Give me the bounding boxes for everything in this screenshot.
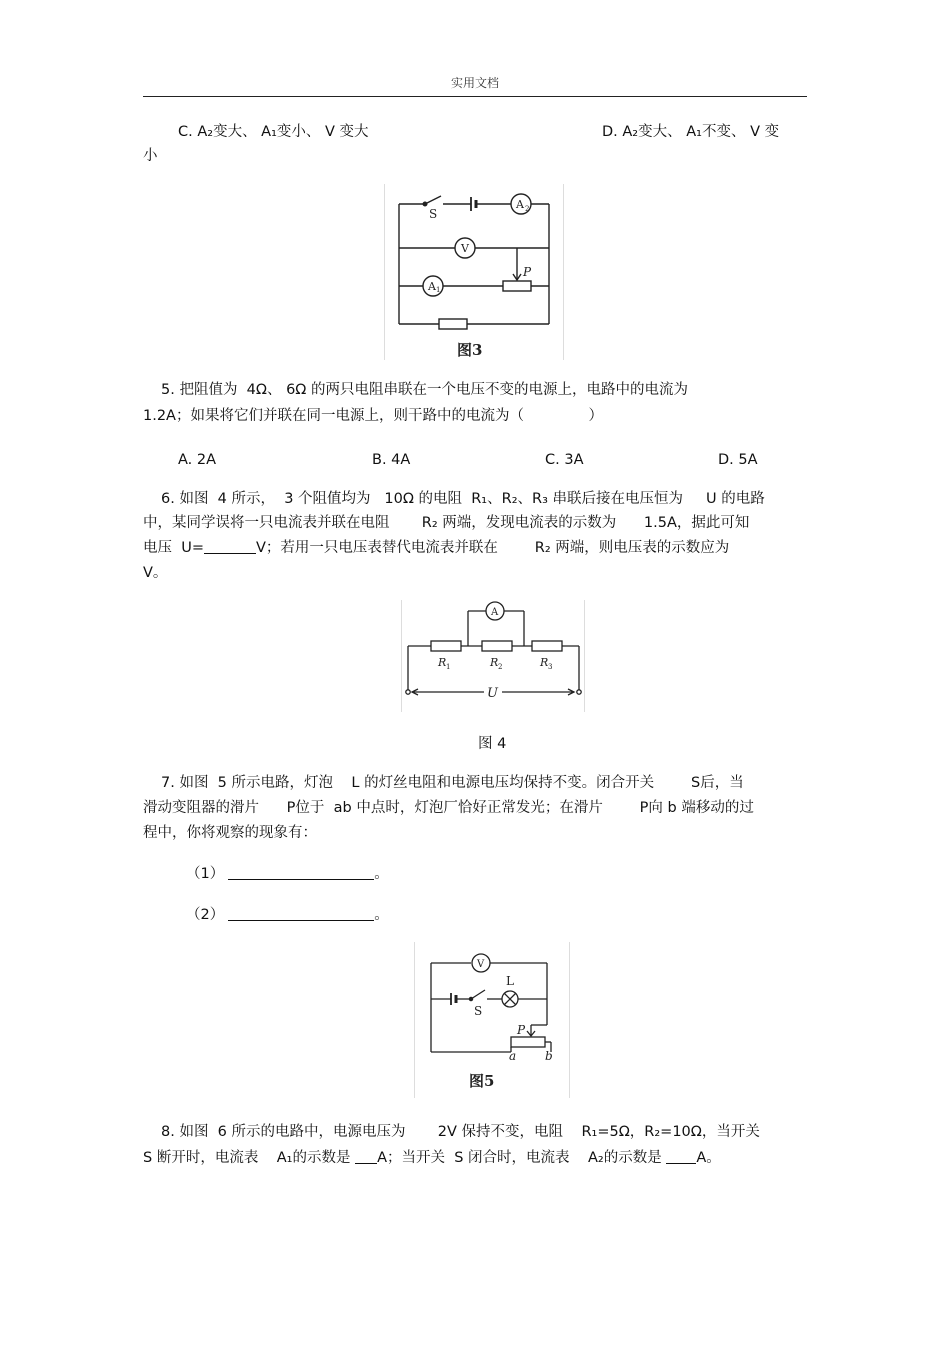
- q7-blank-1-prefix: （1）: [186, 866, 225, 882]
- q8-blank-a2[interactable]: [666, 1149, 696, 1164]
- q6-line1: 6. 如图 4 所示， 3 个阻值均为 10Ω 的电阻 R₁、R₂、R₃ 串联后接在电压恒为 U 的电路: [161, 491, 765, 507]
- q8-line1: 8. 如图 6 所示的电路中，电源电压为 2V 保持不变，电阻 R₁=5Ω，R₂=10Ω，当开关: [161, 1124, 760, 1140]
- fig5-b-label: b: [545, 1049, 553, 1063]
- figure-5-circuit: [415, 942, 569, 1098]
- q7-line1: 7. 如图 5 所示电路，灯泡 L 的灯丝电阻和电源电压均保持不变。闭合开关 S后，当: [161, 775, 744, 791]
- fig4-r2-label: R: [490, 656, 499, 669]
- fig5-p-label: P: [517, 1023, 526, 1037]
- fig4-a-label: A: [491, 607, 499, 618]
- figure-4: [401, 600, 585, 712]
- fig4-r1-label: R: [438, 656, 447, 669]
- q7-blank-2-row: [186, 905, 389, 925]
- fig3-a2-sub: 2: [525, 205, 530, 213]
- fig5-s-label: S: [474, 1004, 483, 1018]
- q7-blank-2-prefix: （2）: [186, 907, 225, 923]
- q6-line3-prefix: 电压 U=: [143, 540, 204, 556]
- fig4-r3-sub: 3: [548, 663, 553, 671]
- fig3-caption: 图3: [457, 341, 483, 359]
- q8-blank-a1[interactable]: [355, 1149, 377, 1164]
- fig5-l-label: L: [506, 974, 514, 988]
- q5-option-a: A. 2A: [178, 452, 217, 468]
- q8-line2-part3: A。: [696, 1150, 721, 1166]
- figure-3-circuit: [385, 184, 563, 360]
- fig3-p-label: P: [523, 265, 532, 279]
- header-rule: [143, 96, 807, 97]
- q6-line4: V。: [143, 565, 168, 581]
- fig5-caption: 图5: [469, 1072, 495, 1090]
- q4-option-d-cont: 小: [143, 148, 158, 164]
- q8-line2-part1: S 断开时，电流表 A₁的示数是: [143, 1150, 356, 1166]
- fig3-switch-label: S: [429, 207, 438, 221]
- fig4-r3-label: R: [540, 656, 549, 669]
- fig3-a2-label: A: [516, 198, 524, 211]
- q4-option-d: D. A₂变大、 A₁不变、 V 变: [602, 124, 780, 140]
- fig4-caption: 图 4: [478, 736, 507, 752]
- fig5-a-label: a: [509, 1049, 517, 1063]
- q5-option-c: C. 3A: [545, 452, 584, 468]
- figure-5: [414, 942, 570, 1098]
- fig3-a1-label: A: [428, 280, 436, 293]
- fig4-r2-sub: 2: [498, 663, 503, 671]
- q5-option-b: B. 4A: [372, 452, 411, 468]
- q6-voltage-blank[interactable]: [204, 539, 256, 554]
- figure-3: [384, 184, 564, 360]
- q7-line3: 程中，你将观察的现象有：: [143, 825, 317, 841]
- q7-blank-1[interactable]: [228, 865, 374, 880]
- q5-option-d: D. 5A: [718, 452, 758, 468]
- q5-line1: 5. 把阻值为 4Ω、 6Ω 的两只电阻串联在一个电压不变的电源上，电路中的电流为: [161, 382, 688, 398]
- q5-line2: 1.2A；如果将它们并联在同一电源上，则干路中的电流为（ ）: [143, 408, 604, 424]
- fig4-r1-sub: 1: [446, 663, 451, 671]
- q6-line3: [143, 538, 729, 558]
- q4-option-c: C. A₂变大、 A₁变小、 V 变大: [178, 124, 369, 140]
- q7-blank-2[interactable]: [228, 906, 374, 921]
- q7-blank-2-suffix: 。: [374, 907, 389, 923]
- page-header: 实用文档: [450, 76, 499, 90]
- q6-line3-suffix: V；若用一只电压表替代电流表并联在 R₂ 两端，则电压表的示数应为: [255, 540, 730, 556]
- q7-blank-1-suffix: 。: [374, 866, 389, 882]
- fig4-u-label: U: [487, 686, 498, 701]
- figure-4-circuit: [402, 600, 584, 712]
- q8-line2: [143, 1148, 721, 1168]
- q6-line2: 中，某同学误将一只电流表并联在电阻 R₂ 两端，发现电流表的示数为 1.5A，据此可知: [143, 515, 750, 531]
- fig3-v-label: V: [461, 242, 469, 255]
- fig3-a1-sub: 1: [436, 286, 441, 294]
- q7-blank-1-row: [186, 864, 389, 884]
- q8-line2-part2: A；当开关 S 闭合时，电流表 A₂的示数是: [377, 1150, 667, 1166]
- fig5-v-label: V: [477, 959, 485, 970]
- q7-line2: 滑动变阻器的滑片 P位于 ab 中点时，灯泡厂恰好正常发光；在滑片 P向 b 端移动的过: [143, 800, 754, 816]
